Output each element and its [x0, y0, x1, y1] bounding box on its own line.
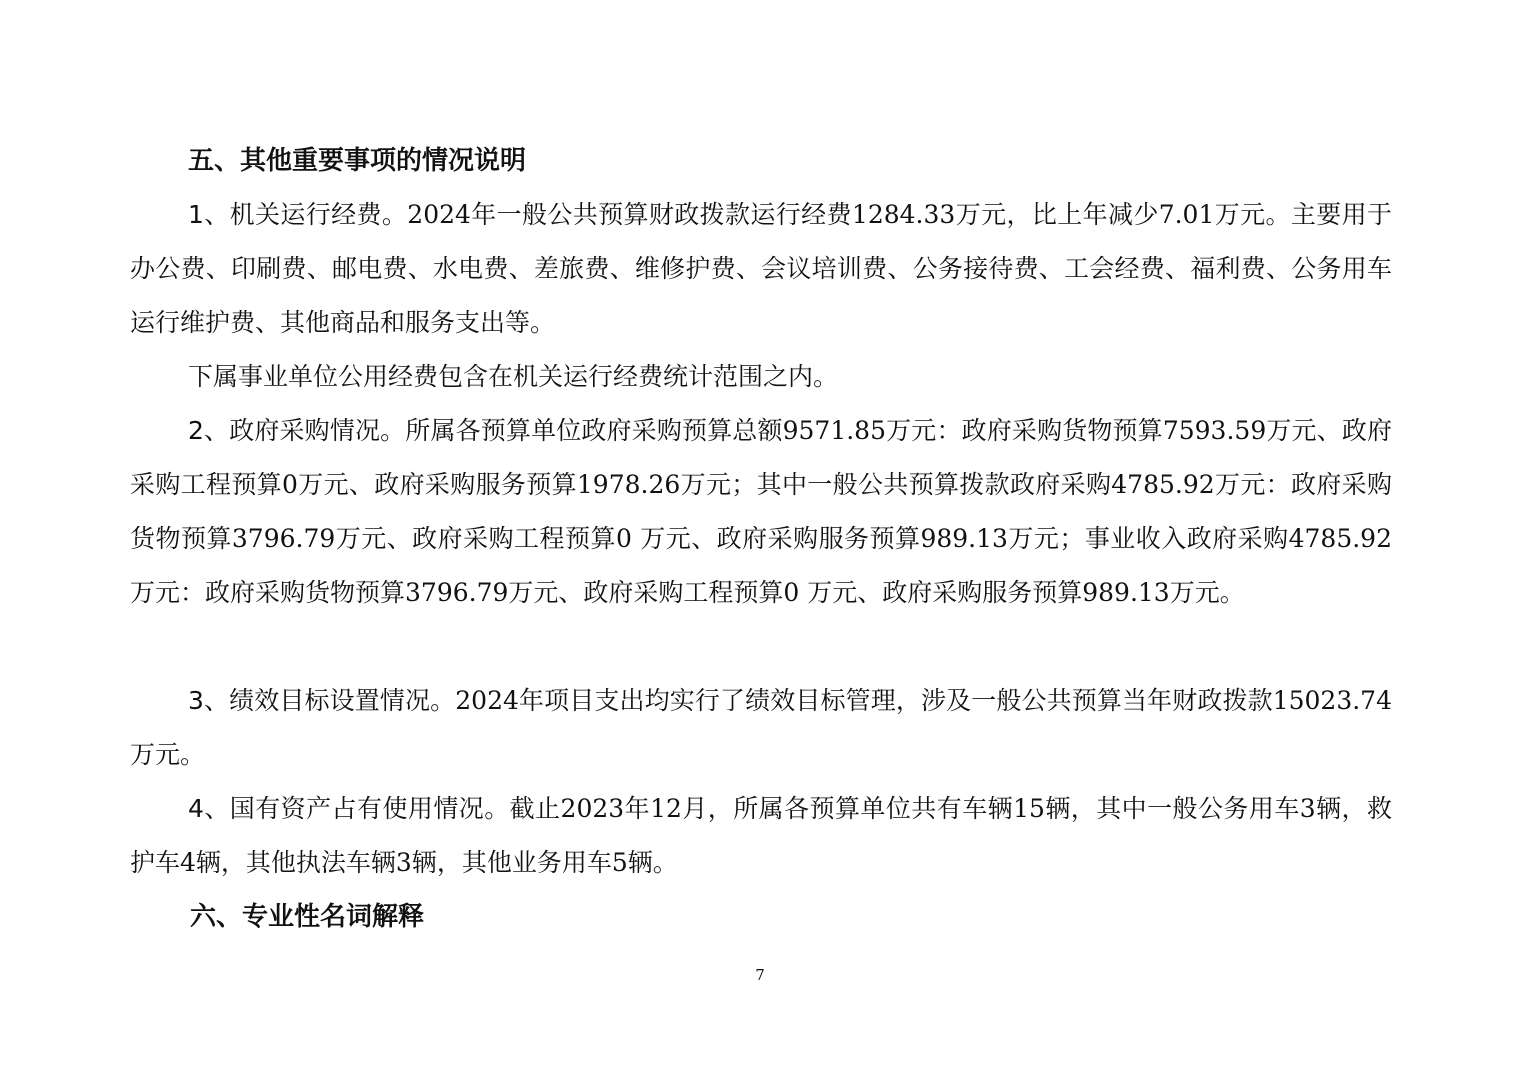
paragraph-body: 2024年一般公共预算财政拨款运行经费1284.33万元，比上年减少7.01万元。主要用于办公费、印刷费、邮电费、水电费、差旅费、维修护费、会议培训费、公务接待费、工会经费、福利费、公务用车运行维护费、其他商品和服务支出等。	[130, 200, 1392, 337]
paragraph-lead: 3、绩效目标设置情况。	[188, 686, 456, 715]
paragraph-government-procurement	[130, 404, 1392, 620]
paragraph-state-assets	[130, 782, 1392, 890]
paragraph-body: 2024年项目支出均实行了绩效目标管理，涉及一般公共预算当年财政拨款15023.74万元。	[130, 686, 1392, 769]
paragraph-lead: 4、国有资产占有使用情况。	[188, 794, 510, 823]
paragraph-performance-targets	[130, 674, 1392, 782]
paragraph-public-expenses-note	[130, 350, 1392, 404]
page-number: 7	[755, 966, 765, 984]
section-6-heading: 六、专业性名词解释	[190, 902, 425, 932]
paragraph-lead: 2、政府采购情况。	[188, 416, 406, 445]
paragraph-body: 下属事业单位公用经费包含在机关运行经费统计范围之内。	[188, 362, 839, 391]
paragraph-body: 截止2023年12月，所属各预算单位共有车辆15辆，其中一般公务用车3辆，救护车4辆，其他执法车辆3辆，其他业务用车5辆。	[130, 794, 1392, 877]
section-5-heading: 五、其他重要事项的情况说明	[188, 146, 527, 176]
paragraph-operating-expenses	[130, 188, 1392, 350]
paragraph-body: 所属各预算单位政府采购预算总额9571.85万元：政府采购货物预算7593.59万元、政府采购工程预算0万元、政府采购服务预算1978.26万元；其中一般公共预算拨款政府采购4785.92万元：政府采购货物预算3796.79万元、政府采购工程预算0 万元、政府采购服务预算989.13万元；事业收入政府采购4785.92万元：政府采购货物预算3796.79万元、政府采购工程预算0 万元、政府采购服务预算989.13万元。	[130, 416, 1392, 607]
paragraph-lead: 1、机关运行经费。	[188, 200, 408, 229]
